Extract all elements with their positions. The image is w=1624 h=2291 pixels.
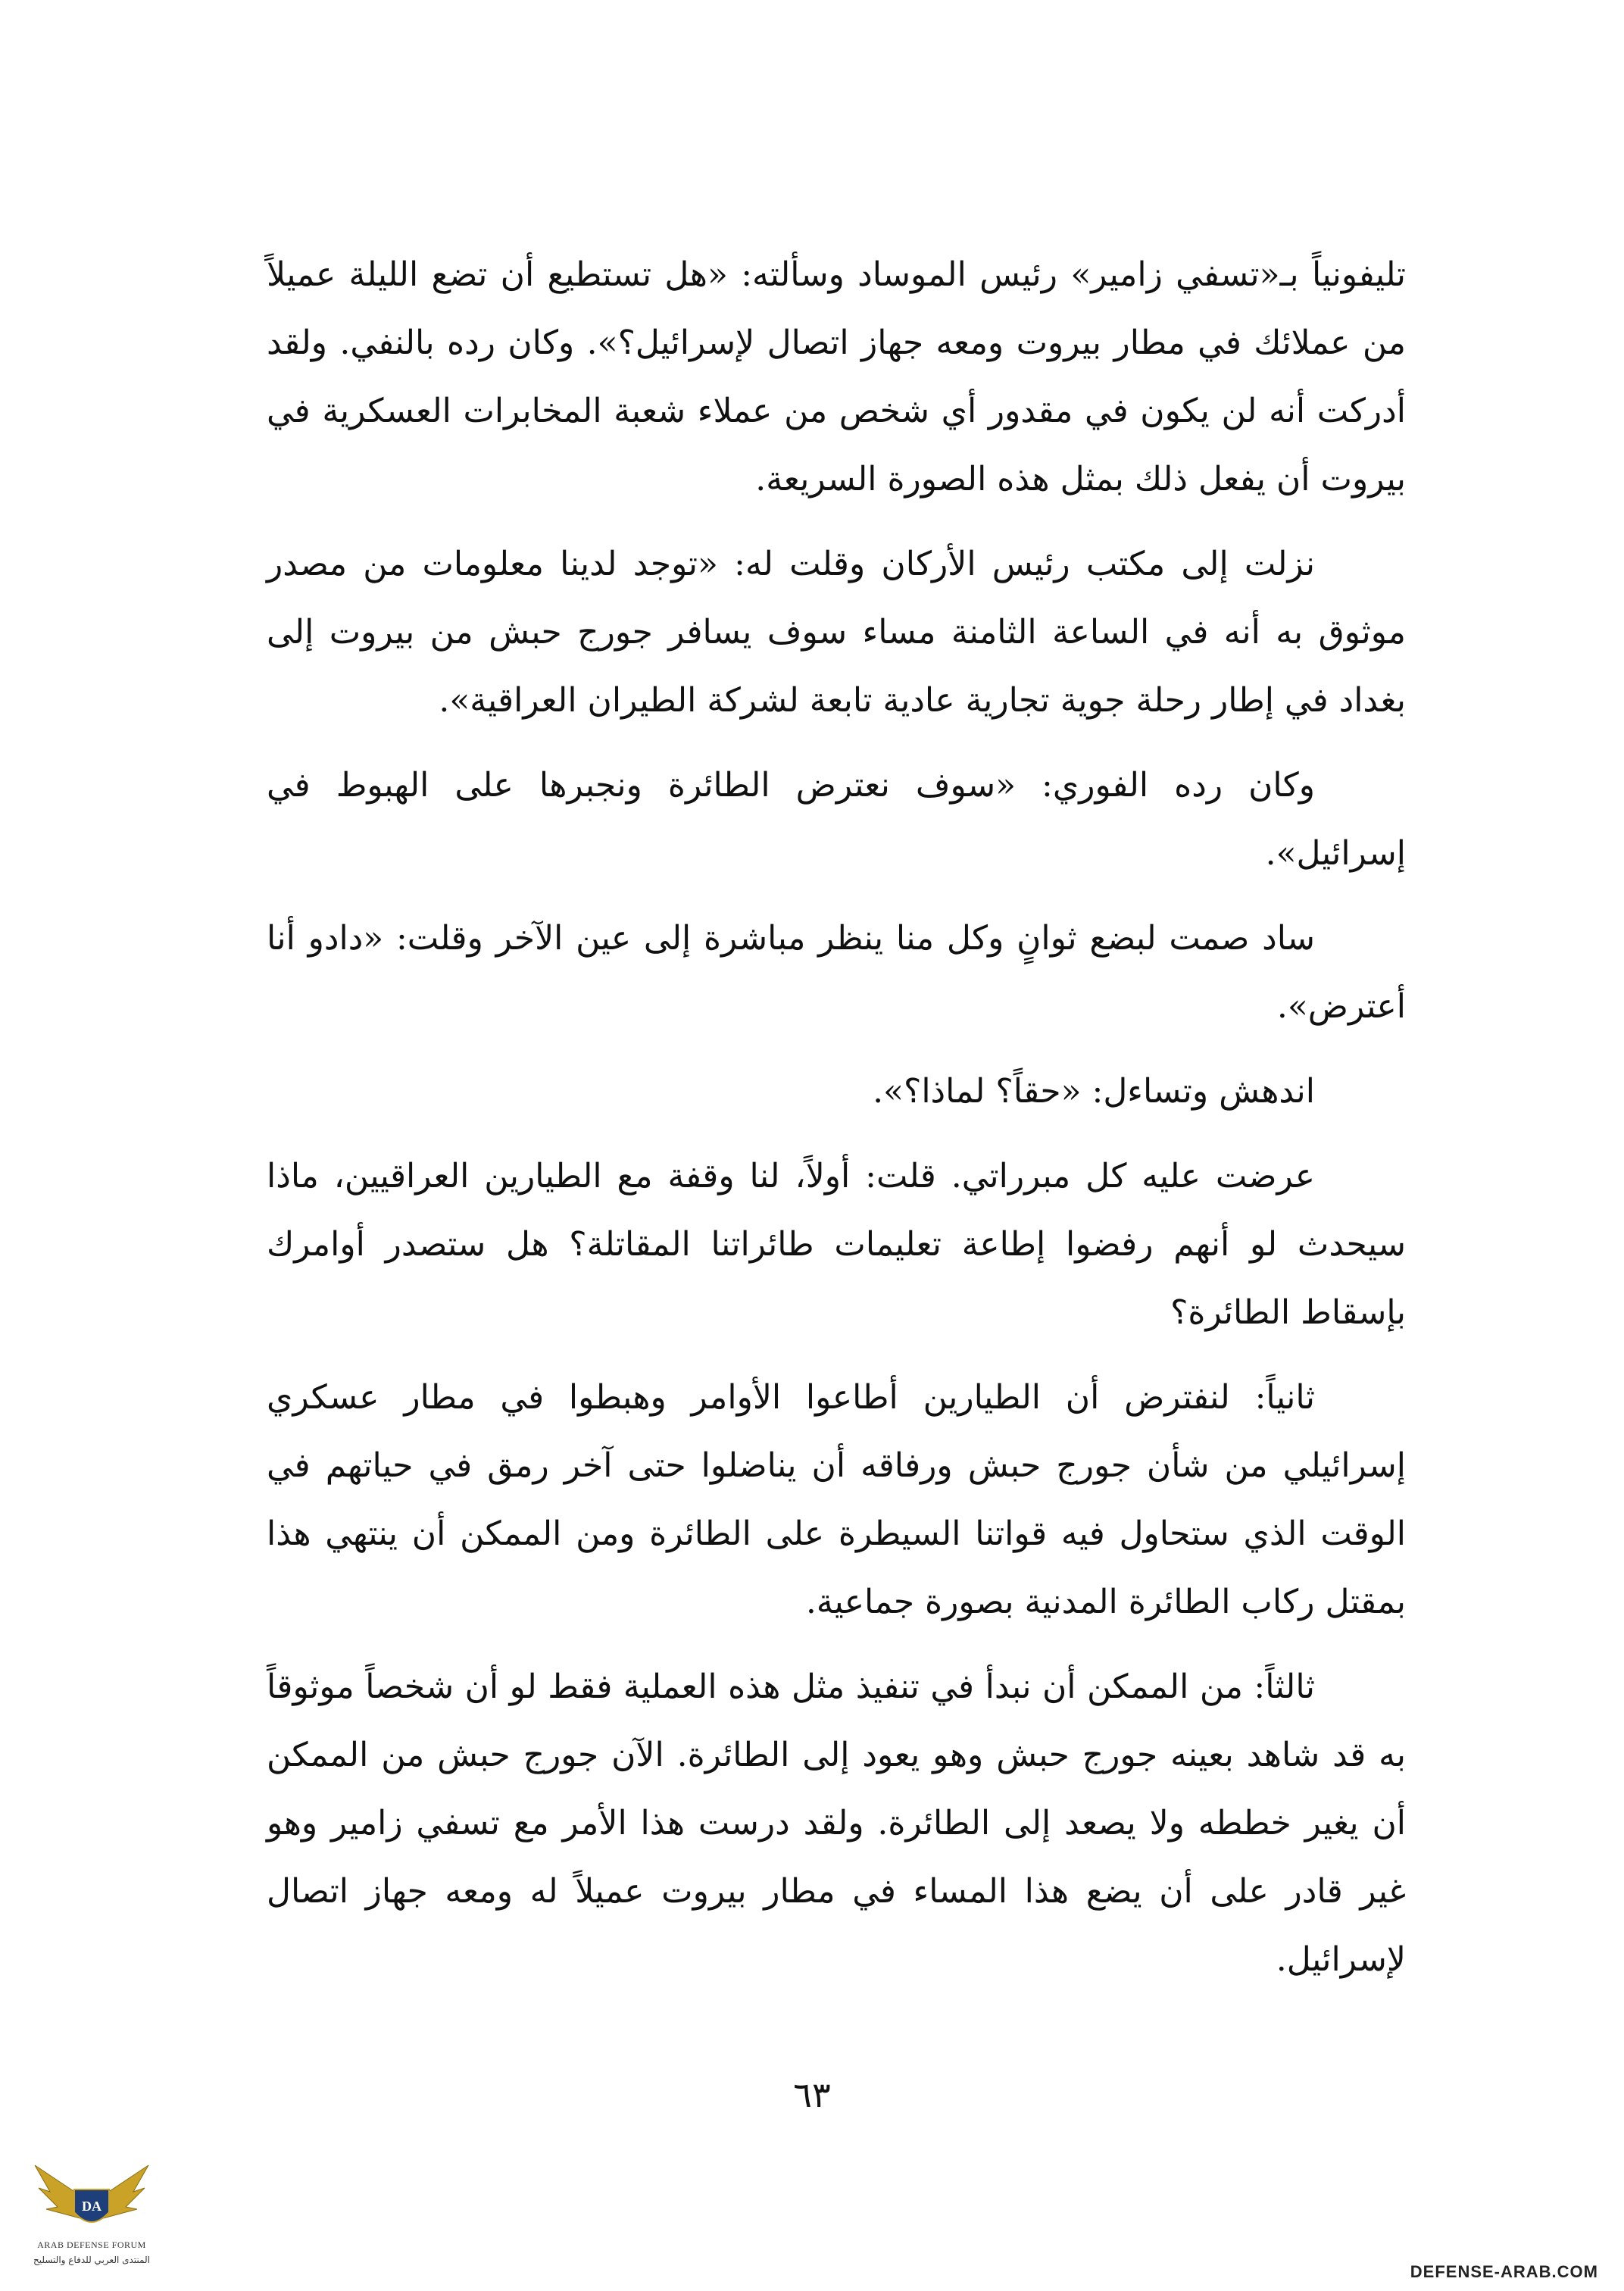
paragraph-2: نزلت إلى مكتب رئيس الأركان وقلت له: «توجد لدينا معلومات من مصدر موثوق به أنه في الساعة الثامنة مساء سوف يسافر جورج حبش من بيروت إلى بغداد في إطار رحلة جوية تجارية عادية تابعة لشركة الطيران العراقية». [267, 545, 1406, 720]
paragraph-3: وكان رده الفوري: «سوف نعترض الطائرة ونجبرها على الهبوط في إسرائيل». [267, 766, 1406, 873]
eagle-emblem-icon [27, 2150, 156, 2239]
site-watermark: DEFENSE-ARAB.COM [1410, 2262, 1598, 2281]
logo-text-arabic: المنتدى العربي للدفاع والتسليح [33, 2255, 150, 2265]
logo-text: ARAB DEFENSE FORUM [37, 2239, 146, 2250]
forum-logo [27, 2150, 156, 2286]
paragraph-6: عرضت عليه كل مبرراتي. قلت: أولاً، لنا وقفة مع الطيارين العراقيين، ماذا سيحدث لو أنهم رفضوا إطاعة تعليمات طائراتنا المقاتلة؟ هل ستصدر أوامرك بإسقاط الطائرة؟ [267, 1157, 1406, 1332]
page-number: ٦٣ [793, 2074, 831, 2115]
paragraph-7: ثانياً: لنفترض أن الطيارين أطاعوا الأوامر وهبطوا في مطار عسكري إسرائيلي من شأن جورج حبش ورفاقه أن يناضلوا حتى آخر رمق في حياتهم في الوقت الذي ستحاول فيه قواتنا السيطرة على الطائرة ومن الممكن أن ينتهي هذا بمقتل ركاب الطائرة المدنية بصورة جماعية. [267, 1378, 1406, 1621]
paragraph-1: تليفونياً بـ«تسفي زامير» رئيس الموساد وسألته: «هل تستطيع أن تضع الليلة عميلاً من عملائك في مطار بيروت ومعه جهاز اتصال لإسرائيل؟». وكان رده بالنفي. ولقد أدركت أنه لن يكون في مقدور أي شخص من عملاء شعبة المخابرات العسكرية في بيروت أن يفعل ذلك بمثل هذه الصورة السريعة. [267, 255, 1406, 499]
paragraph-5: اندهش وتساءل: «حقاً؟ لماذا؟». [873, 1072, 1315, 1111]
logo-monogram: DA [82, 2199, 102, 2214]
body-text [267, 241, 1406, 2011]
paragraph-8: ثالثاً: من الممكن أن نبدأ في تنفيذ مثل هذه العملية فقط لو أن شخصاً موثوقاً به قد شاهد بعينه جورج حبش وهو يعود إلى الطائرة. الآن جورج حبش من الممكن أن يغير خططه ولا يصعد إلى الطائرة. ولقد درست هذا الأمر مع تسفي زامير وهو غير قادر على أن يضع هذا المساء في مطار بيروت عميلاً له ومعه جهاز اتصال لإسرائيل. [267, 1667, 1406, 1979]
paragraph-4: ساد صمت لبضع ثوانٍ وكل منا ينظر مباشرة إلى عين الآخر وقلت: «دادو أنا أعترض». [267, 919, 1406, 1026]
